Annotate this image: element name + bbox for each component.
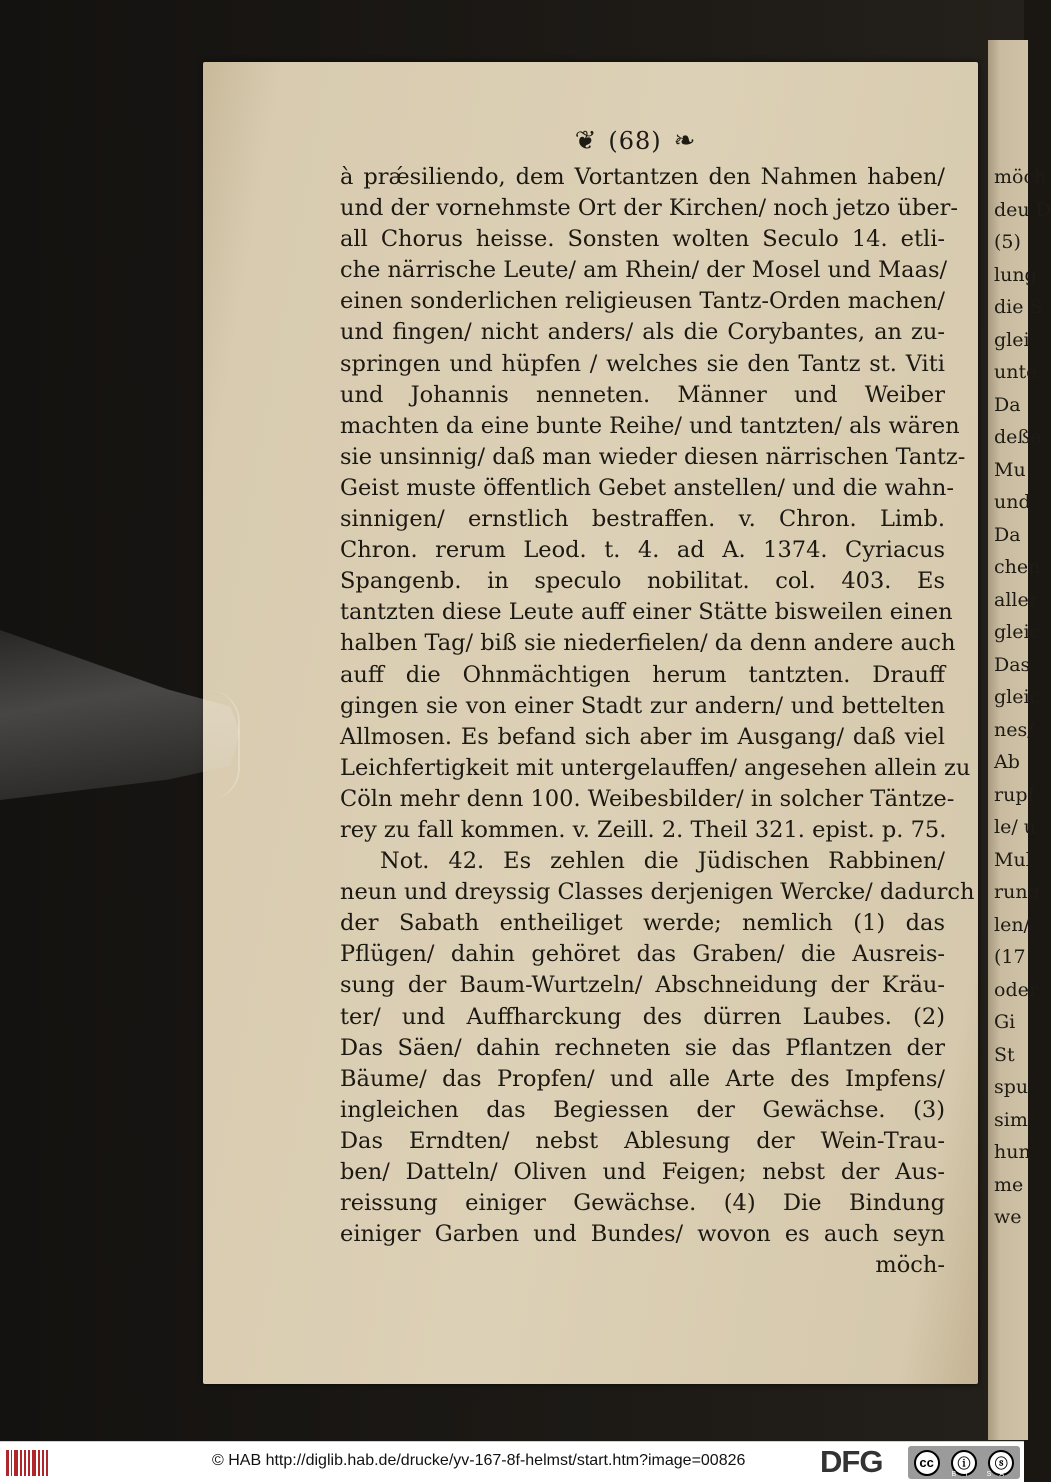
text-line: halben Tag/ biß sie niederfielen/ da denn andere auch (340, 630, 956, 657)
adjacent-text-fragment: rupf (994, 783, 1035, 806)
adjacent-text-fragment: St (994, 1043, 1015, 1066)
page-number: (68) (608, 127, 662, 155)
adjacent-text-fragment: Das (994, 653, 1031, 676)
adjacent-text-fragment: Mu (994, 458, 1026, 481)
text-line: sinnigen/ ernstlich bestraffen. v. Chron. Limb. (340, 506, 945, 533)
text-line: sie unsinnig/ daß man wieder diesen närrischen Tantz- (340, 443, 966, 470)
adjacent-text-fragment: Da (994, 393, 1021, 416)
ornament-left-icon: ❦ (574, 126, 597, 156)
by-attribution-icon: ⓘ (951, 1450, 977, 1476)
text-line: che närrische Leute/ am Rhein/ der Mosel und Maas/ (340, 257, 948, 284)
text-line: à prǽsiliendo, dem Vortantzen den Nahmen haben/ (340, 164, 945, 190)
text-line: Bäume/ das Propfen/ und alle Arte des Impfens/ (340, 1065, 945, 1092)
adjacent-text-fragment: Mul (994, 848, 1032, 871)
adjacent-text-fragment: deße (994, 426, 1042, 448)
text-line: Leichfertigkeit mit untergelauffen/ angesehen allein zu (340, 754, 971, 781)
adjacent-text-fragment: nes/ (994, 718, 1034, 741)
text-line: auff die Ohnmächtigen herum tantzten. Drauff (340, 661, 945, 688)
text-line: der Sabath entheiliget werde; nemlich (1) das (340, 910, 945, 937)
text-line: Das Säen/ dahin rechneten sie das Pflantzen der (340, 1034, 945, 1061)
adjacent-text-fragment: me (994, 1173, 1024, 1196)
adjacent-text-fragment: spu (994, 1076, 1029, 1098)
adjacent-text-fragment: Ab (994, 751, 1020, 773)
cc-license-badge[interactable] (908, 1446, 1020, 1479)
text-line: all Chorus heisse. Sonsten wolten Seculo 14. etli- (340, 226, 945, 253)
cc-icon: cc (914, 1450, 940, 1476)
text-line: neun und dreyssig Classes derjenigen Wercke/ dadurch (340, 879, 975, 906)
adjacent-text-fragment: hun (994, 1141, 1031, 1163)
text-line: rey zu fall kommen. v. Zeill. 2. Theil 321. epist. p. 75. (340, 816, 947, 843)
adjacent-text-fragment: we (994, 1206, 1022, 1228)
adjacent-text-fragment: chen (994, 556, 1041, 578)
adjacent-page-strip (988, 40, 1051, 1440)
adjacent-text-fragment: (5) (994, 231, 1021, 253)
adjacent-text-fragment: gleic (994, 686, 1041, 708)
text-line: springen und hüpfen / welches sie den Tantz st. Viti (340, 350, 945, 377)
text-line: Spangenb. in speculo nobilitat. col. 403. Es (340, 568, 945, 595)
adjacent-text-fragment: Gi (994, 1011, 1016, 1033)
text-line: Cöln mehr denn 100. Weibesbilder/ in solcher Täntze- (340, 785, 955, 812)
text-line: Allmosen. Es befand sich aber im Ausgang/ daß viel (340, 723, 945, 750)
text-line: einen sonderlichen religieusen Tantz-Orden machen/ (340, 288, 945, 315)
adjacent-text-fragment: deu D (994, 198, 1051, 221)
text-line: und fingen/ nicht anders/ als die Corybantes, an zu- (340, 319, 945, 346)
page-header (540, 124, 730, 158)
text-line: Pflügen/ dahin gehöret das Graben/ die Ausreis- (340, 941, 945, 968)
text-line: machten da eine bunte Reihe/ und tantzten/ als wären (340, 412, 960, 439)
adjacent-text-fragment: aller (994, 588, 1038, 611)
text-line: sung der Baum-Wurtzeln/ Abschneidung der Kräu- (340, 972, 945, 999)
hab-barcode-icon (6, 1450, 48, 1476)
ornament-right-icon: ❧ (673, 126, 696, 156)
text-line: reissung einiger Gewächse. (4) Die Bindung (340, 1190, 945, 1217)
adjacent-text-fragment: unte (994, 361, 1038, 383)
adjacent-text-fragment: Da (994, 523, 1021, 546)
adjacent-text-fragment: le/ u (994, 816, 1036, 838)
adjacent-text-fragment: gleic (994, 621, 1041, 643)
text-line: tantzten diese Leute auff einer Stätte bisweilen einen (340, 599, 953, 626)
footer-bar (0, 1441, 1024, 1482)
adjacent-text-fragment: und (994, 491, 1031, 513)
text-line: Das Erndten/ nebst Ablesung der Wein-Trau- (340, 1127, 945, 1154)
dfg-logo: DFG (820, 1444, 883, 1479)
text-line: ter/ und Auffharckung des dürren Laubes. (2) (340, 1003, 945, 1030)
text-line: gingen sie von einer Stadt zur andern/ und bettelten (340, 692, 945, 719)
license-labels: BY SA (951, 1471, 1012, 1478)
adjacent-text-fragment: (17 (994, 946, 1026, 968)
text-line: Not. 42. Es zehlen die Jüdischen Rabbinen/ (380, 848, 945, 875)
text-line: Chron. rerum Leod. t. 4. ad A. 1374. Cyriacus (340, 537, 945, 564)
adjacent-text-fragment: glei (994, 328, 1030, 351)
adjacent-text-fragment: rung (994, 881, 1040, 903)
text-line: Geist muste öffentlich Gebet anstellen/ und die wahn- (340, 474, 954, 501)
text-line: ben/ Datteln/ Oliven und Feigen; nebst der Aus- (340, 1159, 945, 1185)
text-line: ingleichen das Begiessen der Gewächse. (3) (340, 1096, 945, 1123)
text-line: und Johannis nenneten. Männer und Weiber (340, 381, 945, 408)
adjacent-text-fragment: sim (994, 1108, 1028, 1131)
text-line: und der vornehmste Ort der Kirchen/ noch jetzo über- (340, 195, 959, 222)
adjacent-text-fragment: lung (994, 263, 1037, 286)
adjacent-text-fragment: oder (994, 978, 1038, 1001)
adjacent-text-fragment: die S (994, 296, 1043, 318)
sa-share-alike-icon: ⓢ (988, 1450, 1014, 1476)
adjacent-text-fragment: len/ (994, 913, 1030, 936)
text-line: möch- (875, 1252, 945, 1279)
page-text (340, 162, 975, 1281)
text-line: einiger Garben und Bundes/ wovon es auch seyn (340, 1221, 945, 1248)
adjacent-text-fragment: möch (994, 166, 1047, 188)
attribution-link[interactable]: © HAB http://diglib.hab.de/drucke/yv-167-8f-helmst/start.htm?image=00826 (212, 1452, 746, 1469)
glass-clip-edge (208, 690, 240, 800)
